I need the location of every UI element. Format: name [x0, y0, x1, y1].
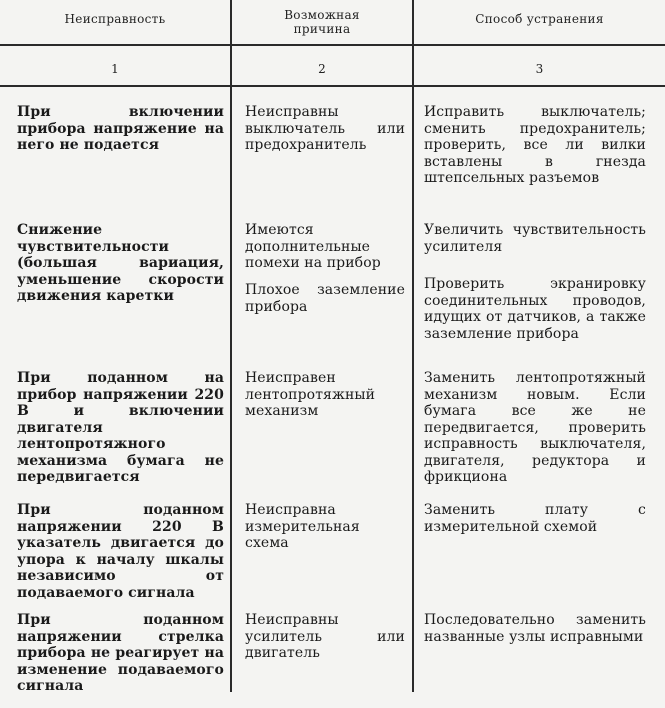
- row-5-remedy: Заменить плату с измерительной схемой: [424, 502, 646, 535]
- row-1-remedy: Исправить выключатель; сменить предохранитель; проверить, все ли вилки вставлены в гнезда штепсельных разъемов: [424, 104, 646, 186]
- row-2-fault: Снижение чувствительности (большая вариация, уменьшение скорости движения каретки: [17, 222, 224, 304]
- header-underline: [0, 44, 665, 46]
- column-divider-1: [230, 0, 232, 692]
- header-cause: Возможная причина: [284, 8, 360, 36]
- row-6-fault: При поданном напряжении стрелка прибора не реагирует на изменение подаваемого сигнала: [17, 612, 224, 694]
- header-remedy: Способ устранения: [475, 12, 604, 26]
- row-6-remedy: Последовательно заменить названные узлы исправными: [424, 612, 646, 645]
- header-fault: Неисправность: [64, 12, 166, 26]
- col-number-2: 2: [318, 62, 326, 76]
- row-6-cause: Неисправны усилитель или двигатель: [245, 612, 405, 661]
- col-number-1: 1: [111, 62, 119, 76]
- row-1-cause: Неисправны выключатель или предохранитель: [245, 104, 405, 153]
- numbers-underline: [0, 85, 665, 87]
- row-3-cause: Плохое заземление прибора: [245, 282, 405, 315]
- col-number-3: 3: [535, 62, 544, 76]
- row-2-cause: Имеются дополнительные помехи на прибор: [245, 222, 381, 271]
- row-3-remedy: Проверить экранировку соединительных проводов, идущих от датчиков, а также заземление прибора: [424, 276, 646, 342]
- row-2-remedy: Увеличить чувствительность усилителя: [424, 222, 646, 255]
- column-divider-2: [412, 0, 414, 692]
- row-5-fault: При поданном напряжении 220 В указатель двигается до упора к началу шкалы независимо от подаваемого сигнала: [17, 502, 224, 601]
- row-1-fault: При включении прибора напряжение на него не подается: [17, 104, 224, 153]
- row-5-cause: Неисправна измерительная схема: [245, 502, 360, 551]
- row-4-cause: Неисправен лентопротяжный механизм: [245, 370, 376, 419]
- row-4-fault: При поданном на прибор напряжении 220 В и включении двигателя лентопротяжного механизма бумага не передвигается: [17, 370, 224, 485]
- row-4-remedy: Заменить лентопротяжный механизм новым. Если бумага все же не передвигается, проверить исправность выключателя, двигателя, редуктора и фрикциона: [424, 370, 646, 485]
